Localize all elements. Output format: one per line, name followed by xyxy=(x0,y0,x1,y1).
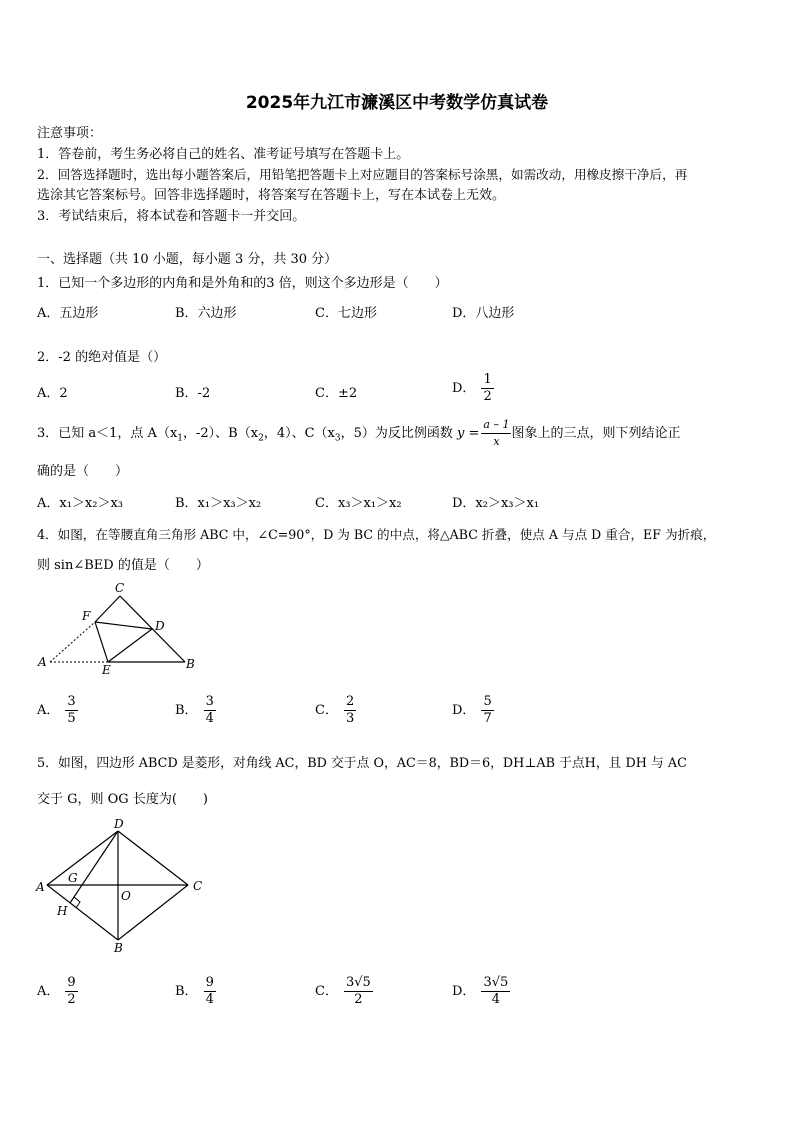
q5-label-c: C xyxy=(193,879,203,893)
q3-function-fraction: $\frac{a - 1}{x}$ xyxy=(483,418,510,448)
q4-option-d-fraction: $\frac{5}{7}$ xyxy=(483,694,492,726)
notice-item-3: 3．考试结束后，将本试卷和答题卡一并交回。 xyxy=(37,209,306,224)
q4-label-f: F xyxy=(82,609,91,623)
q5-label-h: H xyxy=(57,904,68,918)
q5-label-o: O xyxy=(121,889,131,903)
q5-option-b-fraction: $\frac{9}{4}$ xyxy=(205,975,214,1007)
q4-label-e: E xyxy=(102,663,111,677)
q5-rhombus-figure xyxy=(30,816,220,958)
q4-option-d: D． $\frac{5}{7}$ xyxy=(452,694,492,726)
q4-triangle-figure xyxy=(30,578,210,678)
q5-label-g: G xyxy=(68,871,78,885)
q1-option-b: B．六边形 xyxy=(175,306,237,321)
notice-item-2-cont: 选涂其它答案标号。回答非选择题时，将答案写在答题卡上，写在本试卷上无效。 xyxy=(37,188,506,203)
q5-segment-dc xyxy=(118,831,188,885)
q1-stem: 1．已知一个多边形的内角和是外角和的3 倍，则这个多边形是（ ） xyxy=(37,276,448,291)
q1-option-a: A．五边形 xyxy=(37,306,99,321)
q4-segment-fe xyxy=(95,622,108,662)
q3-option-a: A．x₁＞x₂＞x₃ xyxy=(37,496,124,511)
q2-option-d: D． $\frac{1}{2}$ xyxy=(452,372,492,404)
section-heading: 一、选择题（共 10 小题，每小题 3 分，共 30 分） xyxy=(37,252,338,267)
q5-segment-dh xyxy=(70,831,118,903)
q5-option-c-fraction: $\frac{3√5}{2}$ xyxy=(345,975,371,1007)
q2-option-d-fraction: $\frac{1}{2}$ xyxy=(483,372,492,404)
q4-label-b: B xyxy=(186,657,195,671)
q4-stem-line2: 则 sin∠BED 的值是（ ） xyxy=(37,558,209,573)
q4-option-c: C． $\frac{2}{3}$ xyxy=(315,694,355,726)
q5-stem-line2: 交于 G，则 OG 长度为( ) xyxy=(37,792,208,807)
q4-option-a: A． $\frac{3}{5}$ xyxy=(37,694,76,726)
q1-option-c: C．七边形 xyxy=(315,306,377,321)
q4-segment-cb xyxy=(120,596,185,662)
q3-option-d: D．x₂＞x₃＞x₁ xyxy=(452,496,540,511)
q3-stem-line2: 确的是（ ） xyxy=(37,464,129,479)
q4-segment-fc xyxy=(95,596,120,622)
q2-stem: 2．-2 的绝对值是（） xyxy=(37,350,167,365)
q4-segment-af xyxy=(50,622,95,662)
q3-option-c: C．x₃＞x₁＞x₂ xyxy=(315,496,402,511)
q4-option-a-fraction: $\frac{3}{5}$ xyxy=(67,694,76,726)
q2-option-c: C．±2 xyxy=(315,386,358,401)
q5-option-b: B． $\frac{9}{4}$ xyxy=(175,975,214,1007)
notice-item-2: 2．回答选择题时，选出每小题答案后，用铅笔把答题卡上对应题目的答案标号涂黑，如需改动，用橡皮擦干净后，再 xyxy=(37,167,688,182)
q5-option-d-fraction: $\frac{3√5}{4}$ xyxy=(483,975,509,1007)
q4-option-c-fraction: $\frac{2}{3}$ xyxy=(345,694,355,726)
q5-segment-ad xyxy=(47,831,118,885)
q5-label-b: B xyxy=(114,941,123,955)
q3-stem: 3．已知 a＜1，点 $A(x_1$，-2）、$B(x_2$，4）、$C(x_3$，5）为反比例函数 y = $\frac{a - 1}{x}$ 图象上的三点，则下列结论正 xyxy=(37,418,681,448)
q4-segment-fd xyxy=(95,622,152,629)
q5-option-a-fraction: $\frac{9}{2}$ xyxy=(67,975,76,1007)
q2-option-a: A．2 xyxy=(37,386,68,401)
q5-option-c: C． $\frac{3√5}{2}$ xyxy=(315,975,371,1007)
notice-heading: 注意事项： xyxy=(37,126,103,141)
q4-label-c: C xyxy=(115,581,125,595)
page-title: 2025年九江市濂溪区中考数学仿真试卷 xyxy=(245,93,549,113)
q4-stem: 4．如图，在等腰直角三角形 ABC 中，∠C=90°，D 为 BC 的中点，将△ABC 折叠，使点 A 与点 D 重合，EF 为折痕， xyxy=(37,527,716,542)
q5-label-a: A xyxy=(36,880,45,894)
q5-label-d: D xyxy=(114,817,124,831)
q5-option-d: D． $\frac{3√5}{4}$ xyxy=(452,975,509,1007)
q3-option-b: B．x₁＞x₃＞x₂ xyxy=(175,496,262,511)
q5-stem: 5．如图，四边形 ABCD 是菱形，对角线 AC，BD 交于点 O，AC＝8，BD＝6，DH⊥AB 于点H，且 DH 与 AC xyxy=(37,756,687,771)
q2-option-b: B．-2 xyxy=(175,386,211,401)
q4-option-b-fraction: $\frac{3}{4}$ xyxy=(205,694,214,726)
q4-label-a: A xyxy=(38,655,47,669)
q4-option-b: B． $\frac{3}{4}$ xyxy=(175,694,214,726)
q4-label-d: D xyxy=(155,619,165,633)
q5-option-a: A． $\frac{9}{2}$ xyxy=(37,975,76,1007)
notice-item-1: 1．答卷前，考生务必将自己的姓名、准考证号填写在答题卡上。 xyxy=(37,147,410,162)
q1-option-d: D．八边形 xyxy=(452,306,515,321)
q4-segment-ed xyxy=(108,629,152,662)
